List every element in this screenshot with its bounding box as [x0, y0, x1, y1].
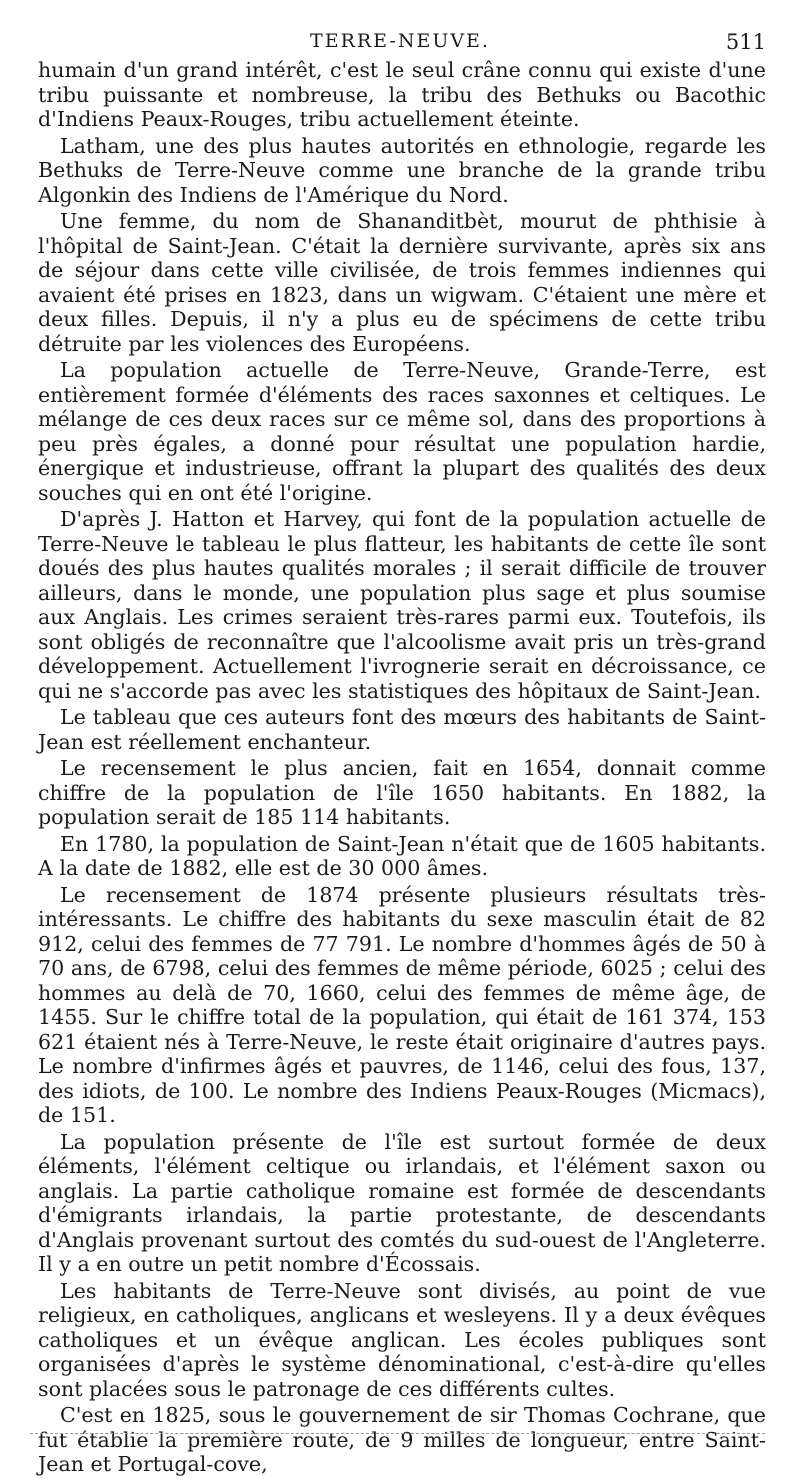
paragraph: La population actuelle de Terre-Neuve, Grande-Terre, est entièrement formée d'éléments des races saxonnes et celtiques. Le mélange de ces deux races sur ce même sol, dans des proportions à peu près égales, a donné pour résultat une population hardie, énergique et industrieuse, offrant la plupart des qualités des deux souches qui en ont été l'origine.	[38, 358, 766, 505]
running-title: TERRE-NEUVE.	[310, 30, 490, 52]
running-header	[0, 30, 800, 58]
paragraph: La population présente de l'île est surtout formée de deux éléments, l'élément celtique ou irlandais, et l'élément saxon ou anglais. La partie catholique romaine est formée de descendants d'émigrants irlandais, la partie protestante, de descendants d'Anglais provenant surtout des comtés du sud-ouest de l'Angleterre. Il y a en outre un petit nombre d'Écossais.	[38, 1129, 766, 1276]
paragraph: En 1780, la population de Saint-Jean n'était que de 1605 habitants. A la date de 1882, elle est de 30 000 âmes.	[38, 831, 766, 880]
paragraph: Latham, une des plus hautes autorités en ethnologie, regarde les Bethuks de Terre-Neuve comme une branche de la grande tribu Algonkin des Indiens de l'Amérique du Nord.	[38, 133, 766, 207]
page-number: 511	[725, 30, 766, 54]
paragraph: C'est en 1825, sous le gouvernement de sir Thomas Cochrane, que fut établie la première route, de 9 milles de longueur, entre Saint-Jean et Portugal-cove,	[38, 1403, 766, 1476]
paragraph: Le recensement le plus ancien, fait en 1654, donnait comme chiffre de la population de l'île 1650 habitants. En 1882, la population serait de 185 114 habitants.	[38, 756, 766, 829]
paragraph: Le tableau que ces auteurs font des mœurs des habitants de Saint-Jean est réellement enchanteur.	[38, 705, 766, 754]
paragraph: Le recensement de 1874 présente plusieurs résultats très-intéressants. Le chiffre des habitants du sexe masculin était de 82 912, celui des femmes de 77 791. Le nombre d'hommes âgés de 50 à 70 ans, de 6798, celui des femmes de même période, 6025 ; celui des hommes au delà de 70, 1660, celui des femmes de même âge, de 1455. Sur le chiffre total de la population, qui était de 161 374, 153 621 étaient nés à Terre-Neuve, le reste était originaire d'autres pays. Le nombre d'infirmes âgés et pauvres, de 1146, celui des fous, 137, des idiots, de 100. Le nombre des Indiens Peaux-Rouges (Micmacs), de 151.	[38, 882, 766, 1127]
footer-rule	[30, 1433, 765, 1434]
paragraph: humain d'un grand intérêt, c'est le seul crâne connu qui existe d'une tribu puissante et nombreuse, la tribu des Bethuks ou Bacothic d'Indiens Peaux-Rouges, tribu actuellement éteinte.	[38, 58, 766, 131]
paragraph: Une femme, du nom de Shananditbèt, mourut de phthisie à l'hôpital de Saint-Jean. C'était la dernière survivante, après six ans de séjour dans cette ville civilisée, de trois femmes indiennes qui avaient été prises en 1823, dans un wigwam. C'étaient une mère et deux filles. Depuis, il n'y a plus eu de spécimens de cette tribu détruite par les violences des Européens.	[38, 209, 766, 356]
paragraph: Les habitants de Terre-Neuve sont divisés, au point de vue religieux, en catholiques, anglicans et wesleyens. Il y a deux évêques catholiques et un évêque anglican. Les écoles publiques sont organisées d'après le système dénominational, c'est-à-dire qu'elles sont placées sous le patronage de ces différents cultes.	[38, 1278, 766, 1401]
body-text	[38, 58, 766, 1479]
paragraph: D'après J. Hatton et Harvey, qui font de la population actuelle de Terre-Neuve le tableau le plus flatteur, les habitants de cette île sont doués des plus hautes qualités morales ; il serait difficile de trouver ailleurs, dans le monde, une population plus sage et plus soumise aux Anglais. Les crimes seraient très-rares parmi eux. Toutefois, ils sont obligés de reconnaître que l'alcoolisme avait pris un très-grand développement. Actuellement l'ivrognerie serait en décroissance, ce qui ne s'accorde pas avec les statistiques des hôpitaux de Saint-Jean.	[38, 507, 766, 703]
